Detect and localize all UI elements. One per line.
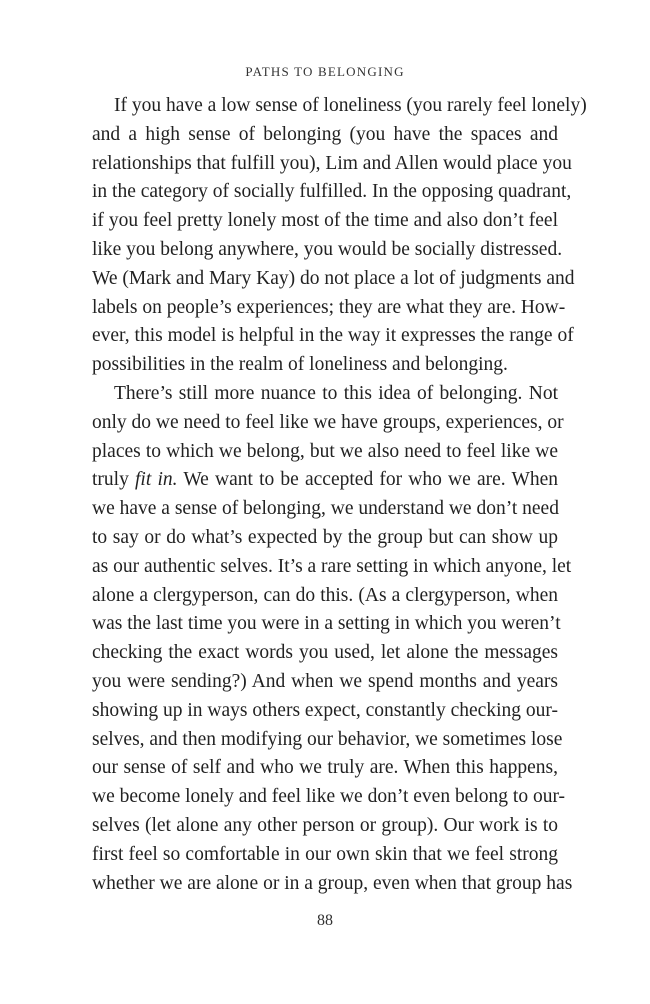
text-line-with-emphasis [92, 466, 558, 495]
text-line: showing up in ways others expect, constantly checking our- [92, 699, 558, 721]
text-line: ever, this model is helpful in the way it expresses the range of [92, 325, 574, 347]
text-line: if you feel pretty lonely most of the time and also don’t feel [92, 210, 558, 232]
text-line: possibilities in the realm of loneliness and belonging. [92, 354, 508, 376]
emphasis-text: fit in. [135, 469, 178, 491]
text-line: If you have a low sense of loneliness (you rarely feel lonely) [114, 95, 587, 116]
page-number: 88 [317, 912, 333, 929]
text-line: first feel so comfortable in our own skin that we feel strong [92, 843, 558, 865]
text-line: relationships that fulfill you), Lim and Allen would place you [92, 152, 572, 174]
text-fragment: truly [92, 469, 136, 491]
text-line: There’s still more nuance to this idea of belonging. Not [114, 382, 558, 404]
text-line: like you belong anywhere, you would be socially distressed. [92, 238, 563, 260]
text-line: checking the exact words you used, let alone the messages [92, 642, 558, 664]
text-line: in the category of socially fulfilled. In the opposing quadrant, [92, 181, 572, 203]
text-line: alone a clergyperson, can do this. (As a clergyperson, when [92, 584, 558, 606]
paragraph-2 [92, 380, 573, 898]
text-line: places to which we belong, but we also need to feel like we [92, 440, 558, 462]
text-line: we become lonely and feel like we don’t even belong to our- [92, 786, 566, 808]
running-head: PATHS TO BELONGING [245, 64, 405, 79]
text-line: selves, and then modifying our behavior, we sometimes lose [92, 728, 563, 750]
text-line: we have a sense of belonging, we understand we don’t need [92, 498, 559, 520]
text-line: was the last time you were in a setting in which you weren’t [92, 613, 561, 635]
text-line: selves (let alone any other person or group). Our work is to [92, 814, 558, 836]
paragraph-1 [92, 92, 587, 380]
text-line: labels on people’s experiences; they are what they are. How- [92, 296, 566, 318]
text-line: and a high sense of belonging (you have the spaces and [92, 123, 558, 145]
text-fragment: We want to be accepted for who we are. When [177, 469, 559, 491]
text-line: our sense of self and who we truly are. When this happens, [92, 757, 558, 779]
text-line: only do we need to feel like we have groups, experiences, or [92, 411, 564, 433]
text-line: you were sending?) And when we spend months and years [92, 670, 558, 692]
text-line: as our authentic selves. It’s a rare setting in which anyone, let [92, 555, 572, 577]
text-line: to say or do what’s expected by the group but can show up [92, 526, 558, 548]
body-text [92, 92, 587, 898]
text-line: whether we are alone or in a group, even when that group has [92, 872, 573, 894]
text-line: We (Mark and Mary Kay) do not place a lot of judgments and [92, 267, 575, 289]
